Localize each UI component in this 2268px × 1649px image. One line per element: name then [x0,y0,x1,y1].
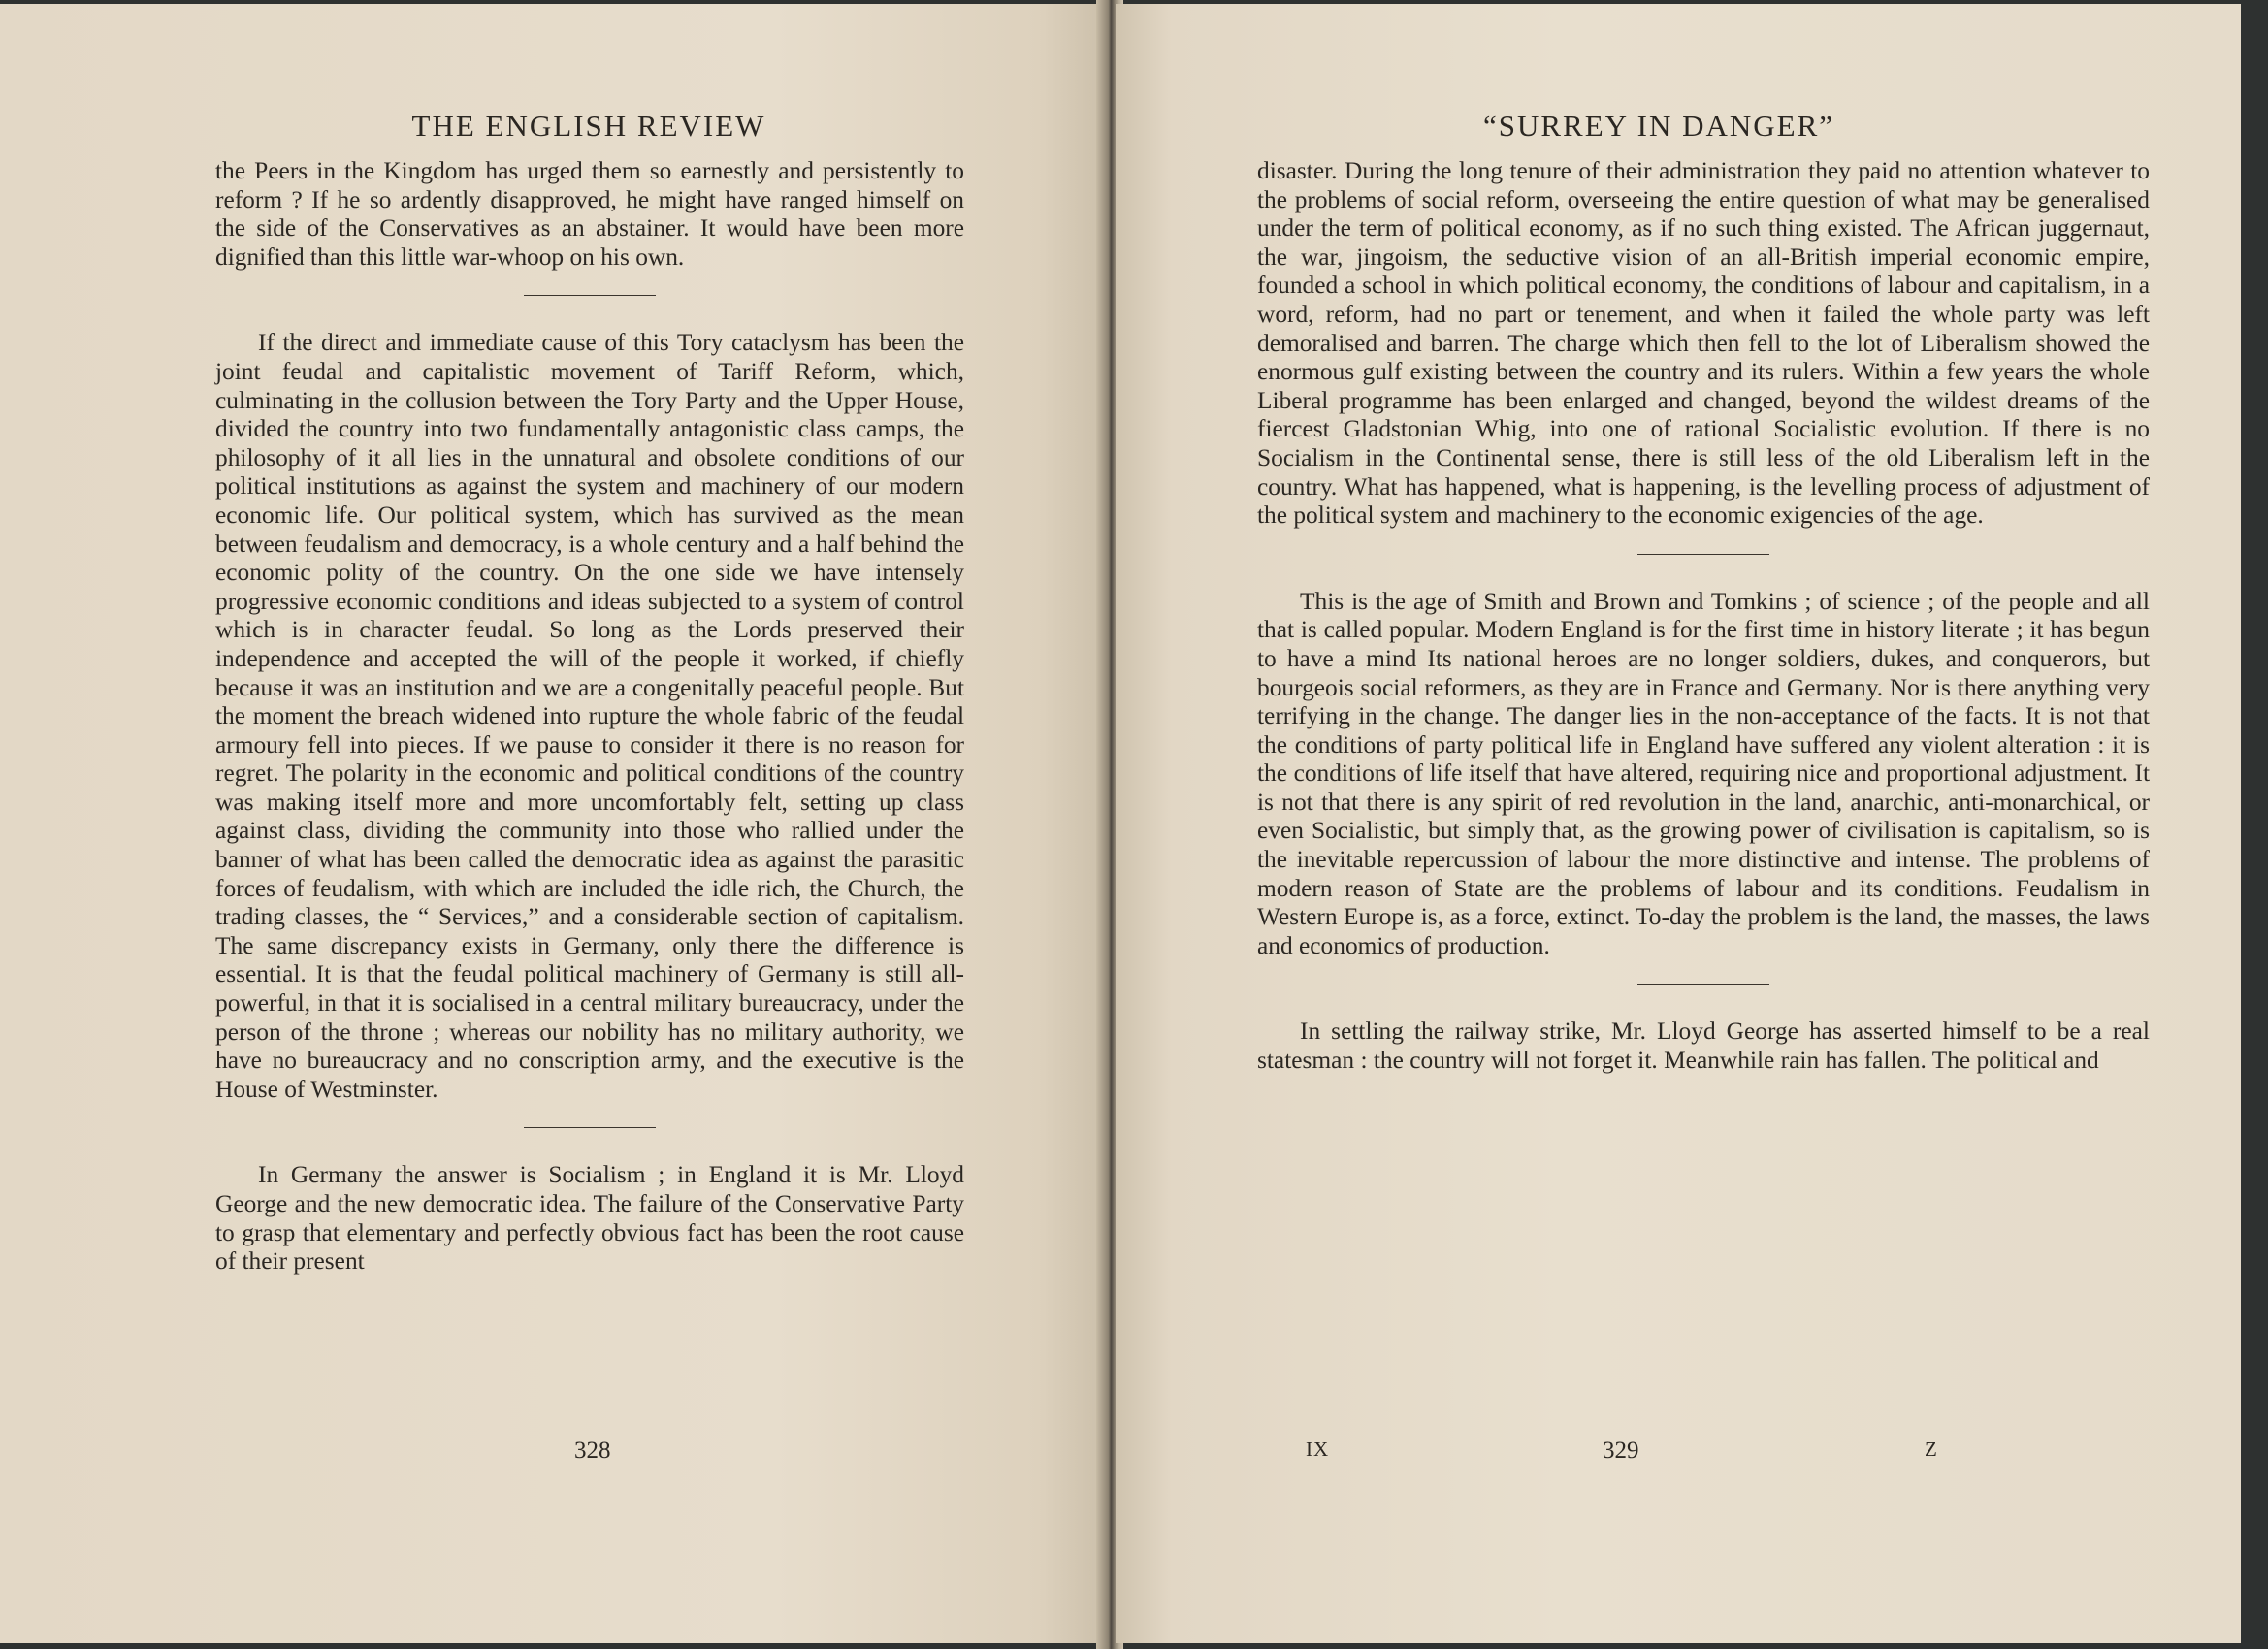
left-opening-paragraph: the Peers in the Kingdom has urged them so earnestly and persistently to reform ? If he so ardently disapproved, he might have ranged himself on the side of the Conservatives as an abstainer. It would have been more dignified than this little war-whoop on his own. [215,157,964,271]
running-head-right: “SURREY IN DANGER” [1482,109,1835,143]
running-head-left: THE ENGLISH REVIEW [411,109,766,143]
left-paragraph-2: If the direct and immediate cause of this Tory cataclysm has been the joint feudal and capitalistic movement of Tariff Reform, which, culminating in the collusion between the Tory Party and the Upper House, divided the country into two fundamentally antagonistic class camps, the philosophy of it all lies in the unnatural and obsolete conditions of our political institutions as against the system and machinery of our modern economic life. Our political system, which has survived as the mean between feudalism and democracy, is a whole century and a half behind the economic polity of the country. On the one side we have intensely progressive economic conditions and ideas subjected to a system of control which is in character feudal. So long as the Lords preserved their independence and accepted the will of the people it worked, if chiefly because it was an institution and we are a congenitally peaceful people. But the moment the breach widened into rupture the whole fabric of the feudal armoury fell into pieces. If we pause to consider it there is no reason for regret. The polarity in the economic and political conditions of the country was making itself more and more uncomfortably felt, setting up class against class, dividing the community into those who rallied under the banner of what has been called the democratic idea as against the parasitic forces of feudalism, with which are included the idle rich, the Church, the trading classes, the “ Services,” and a considerable section of capitalism. The same discrepancy exists in Germany, only there the difference is essential. It is that the feudal political machinery of Germany is still all-powerful, in that it is socialised in a central military bureaucracy, under the person of the throne ; whereas our nobility has no military authority, we have no bureaucracy and no conscription army, and the executive is the House of Westminster. [215,329,964,1103]
right-page [1116,4,2241,1643]
right-page-body [1257,157,2150,1076]
page-number-right: 329 [1603,1438,1639,1464]
right-paragraph-2: This is the age of Smith and Brown and Tomkins ; of science ; of the people and all that is called popular. Modern England is for the first time in history literate ; it has begun to have a mind Its national heroes are no longer soldiers, dukes, and conquerors, but bourgeois social reformers, as they are in France and Germany. Nor is there anything very terrifying in the change. The danger lies in the non-acceptance of the facts. It is not that the conditions of party political life in England have suffered any violent alteration : it is the conditions of life itself that have altered, requiring nice and proportional adjustment. It is not that there is any spirit of red revolution in the land, anarchic, anti-monarchical, or even Socialistic, but simply that, as the growing power of civilisation is capitalism, so is the inevitable repercussion of labour the more distinctive and intense. The problems of modern reason of State are the problems of labour and its conditions. Feudalism in Western Europe is, as a force, extinct. To-day the problem is the land, the masses, the laws and economics of production. [1257,587,2150,959]
section-rule [1637,554,1769,555]
left-page-body [215,157,964,1277]
right-opening-paragraph: disaster. During the long tenure of their administration they paid no attention whatever to the problems of social reform, overseeing the entire question of what may be generalised under the term of political economy, as if no such thing existed. The African juggernaut, the war, jingoism, the seductive vision of an all-British imperial economic empire, founded a school in which political economy, the conditions of labour and capitalism, in a word, reform, had no part or tenement, and when it failed the whole party was left demoralised and barren. The charge which then fell to the lot of Liberalism showed the enormous gulf existing between the country and its rulers. Within a few years the whole Liberal programme has been enlarged and changed, beyond the wildest dreams of the fiercest Gladstonian Whig, into one of rational Socialistic evolution. If there is no Socialism in the Continental sense, there is still less of the old Liberalism left in the country. What has happened, what is happening, is the levelling process of adjustment of the political system and machinery to the economic exigencies of the age. [1257,157,2150,530]
signature-mark-right: Z [1925,1438,1938,1461]
section-rule [524,1127,656,1128]
section-rule [1637,984,1769,985]
left-paragraph-3: In Germany the answer is Socialism ; in England it is Mr. Lloyd George and the new democratic idea. The failure of the Conservative Party to grasp that elementary and perfectly obvious fact has been the root cause of their present [215,1161,964,1276]
left-page [0,4,1106,1643]
signature-mark-left: IX [1306,1438,1330,1461]
page-number-left: 328 [574,1438,611,1464]
section-rule [524,295,656,296]
right-paragraph-3: In settling the railway strike, Mr. Lloyd George has asserted himself to be a real statesman : the country will not forget it. Meanwhile rain has fallen. The political and [1257,1018,2150,1075]
